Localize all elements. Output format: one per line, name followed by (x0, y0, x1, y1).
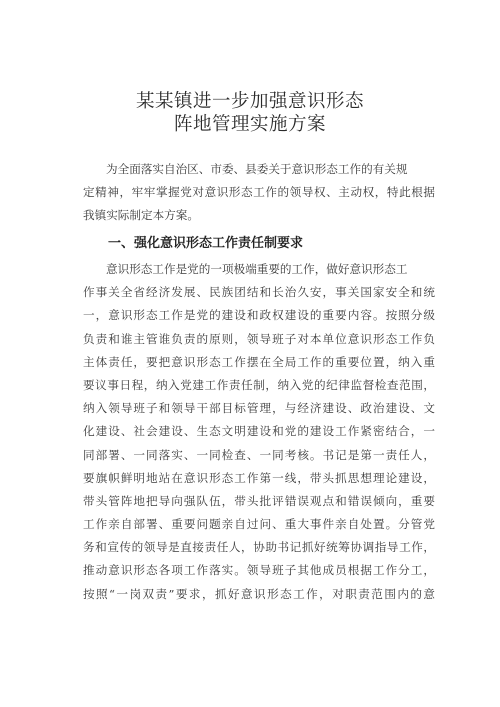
paragraph-line: 同部署、一同落实、一同检查、一同考核。书记是第一责任人， (83, 447, 435, 462)
intro-line: 我镇实际制定本方案。 (83, 208, 199, 223)
document-title-line-1: 某某镇进一步加强意识形态 (135, 91, 364, 112)
section-heading: 一、强化意识形态工作责任制要求 (108, 236, 304, 251)
paragraph-line: 要议事日程，纳入党建工作责任制，纳入党的纪律监督检查范围， (83, 377, 435, 392)
paragraph-line: 负责和谁主管谁负责的原则，领导班子对本单位意识形态工作负 (83, 331, 435, 346)
intro-line: 定精神，牢牢掌握党对意识形态工作的领导权、主动权，特此根据 (83, 185, 435, 200)
paragraph-line: 一，意识形态工作是党的建设和政权建设的重要内容。按照分级 (83, 308, 435, 323)
paragraph-line: 带头管阵地把导向强队伍，带头批评错误观点和错误倾向，重要 (83, 493, 435, 508)
intro-paragraph (83, 158, 435, 228)
paragraph-line: 纳入领导班子和领导干部目标管理，与经济建设、政治建设、文 (83, 401, 435, 416)
paragraph-line: 化建设、社会建设、生态文明建设和党的建设工作紧密结合，一 (83, 424, 435, 439)
paragraph-line: 工作亲自部署、重要问题亲自过问、重大事件亲自处置。分管党 (83, 517, 435, 532)
paragraph-line: 作事关全省经济发展、民族团结和长治久安，事关国家安全和统 (83, 285, 435, 300)
paragraph-line: 推动意识形态各项工作落实。领导班子其他成员根据工作分工， (83, 563, 435, 578)
paragraph-line: 按照“一岗双责”要求，抓好意识形态工作，对职责范围内的意 (83, 586, 435, 601)
paragraph-line: 务和宣传的领导是直接责任人，协助书记抓好统筹协调指导工作， (83, 540, 435, 555)
document-title-line-2: 阵地管理实施方案 (173, 114, 326, 135)
paragraph-line: 主体责任，要把意识形态工作摆在全局工作的重要位置，纳入重 (83, 354, 435, 369)
paragraph-line: 要旗帜鲜明地站在意识形态工作第一线，带头抓思想理论建设， (83, 470, 435, 485)
intro-line: 为全面落实自治区、市委、县委关于意识形态工作的有关规 (106, 162, 408, 176)
section-paragraph (83, 258, 435, 606)
paragraph-line: 意识形态工作是党的一项极端重要的工作，做好意识形态工 (106, 262, 408, 276)
